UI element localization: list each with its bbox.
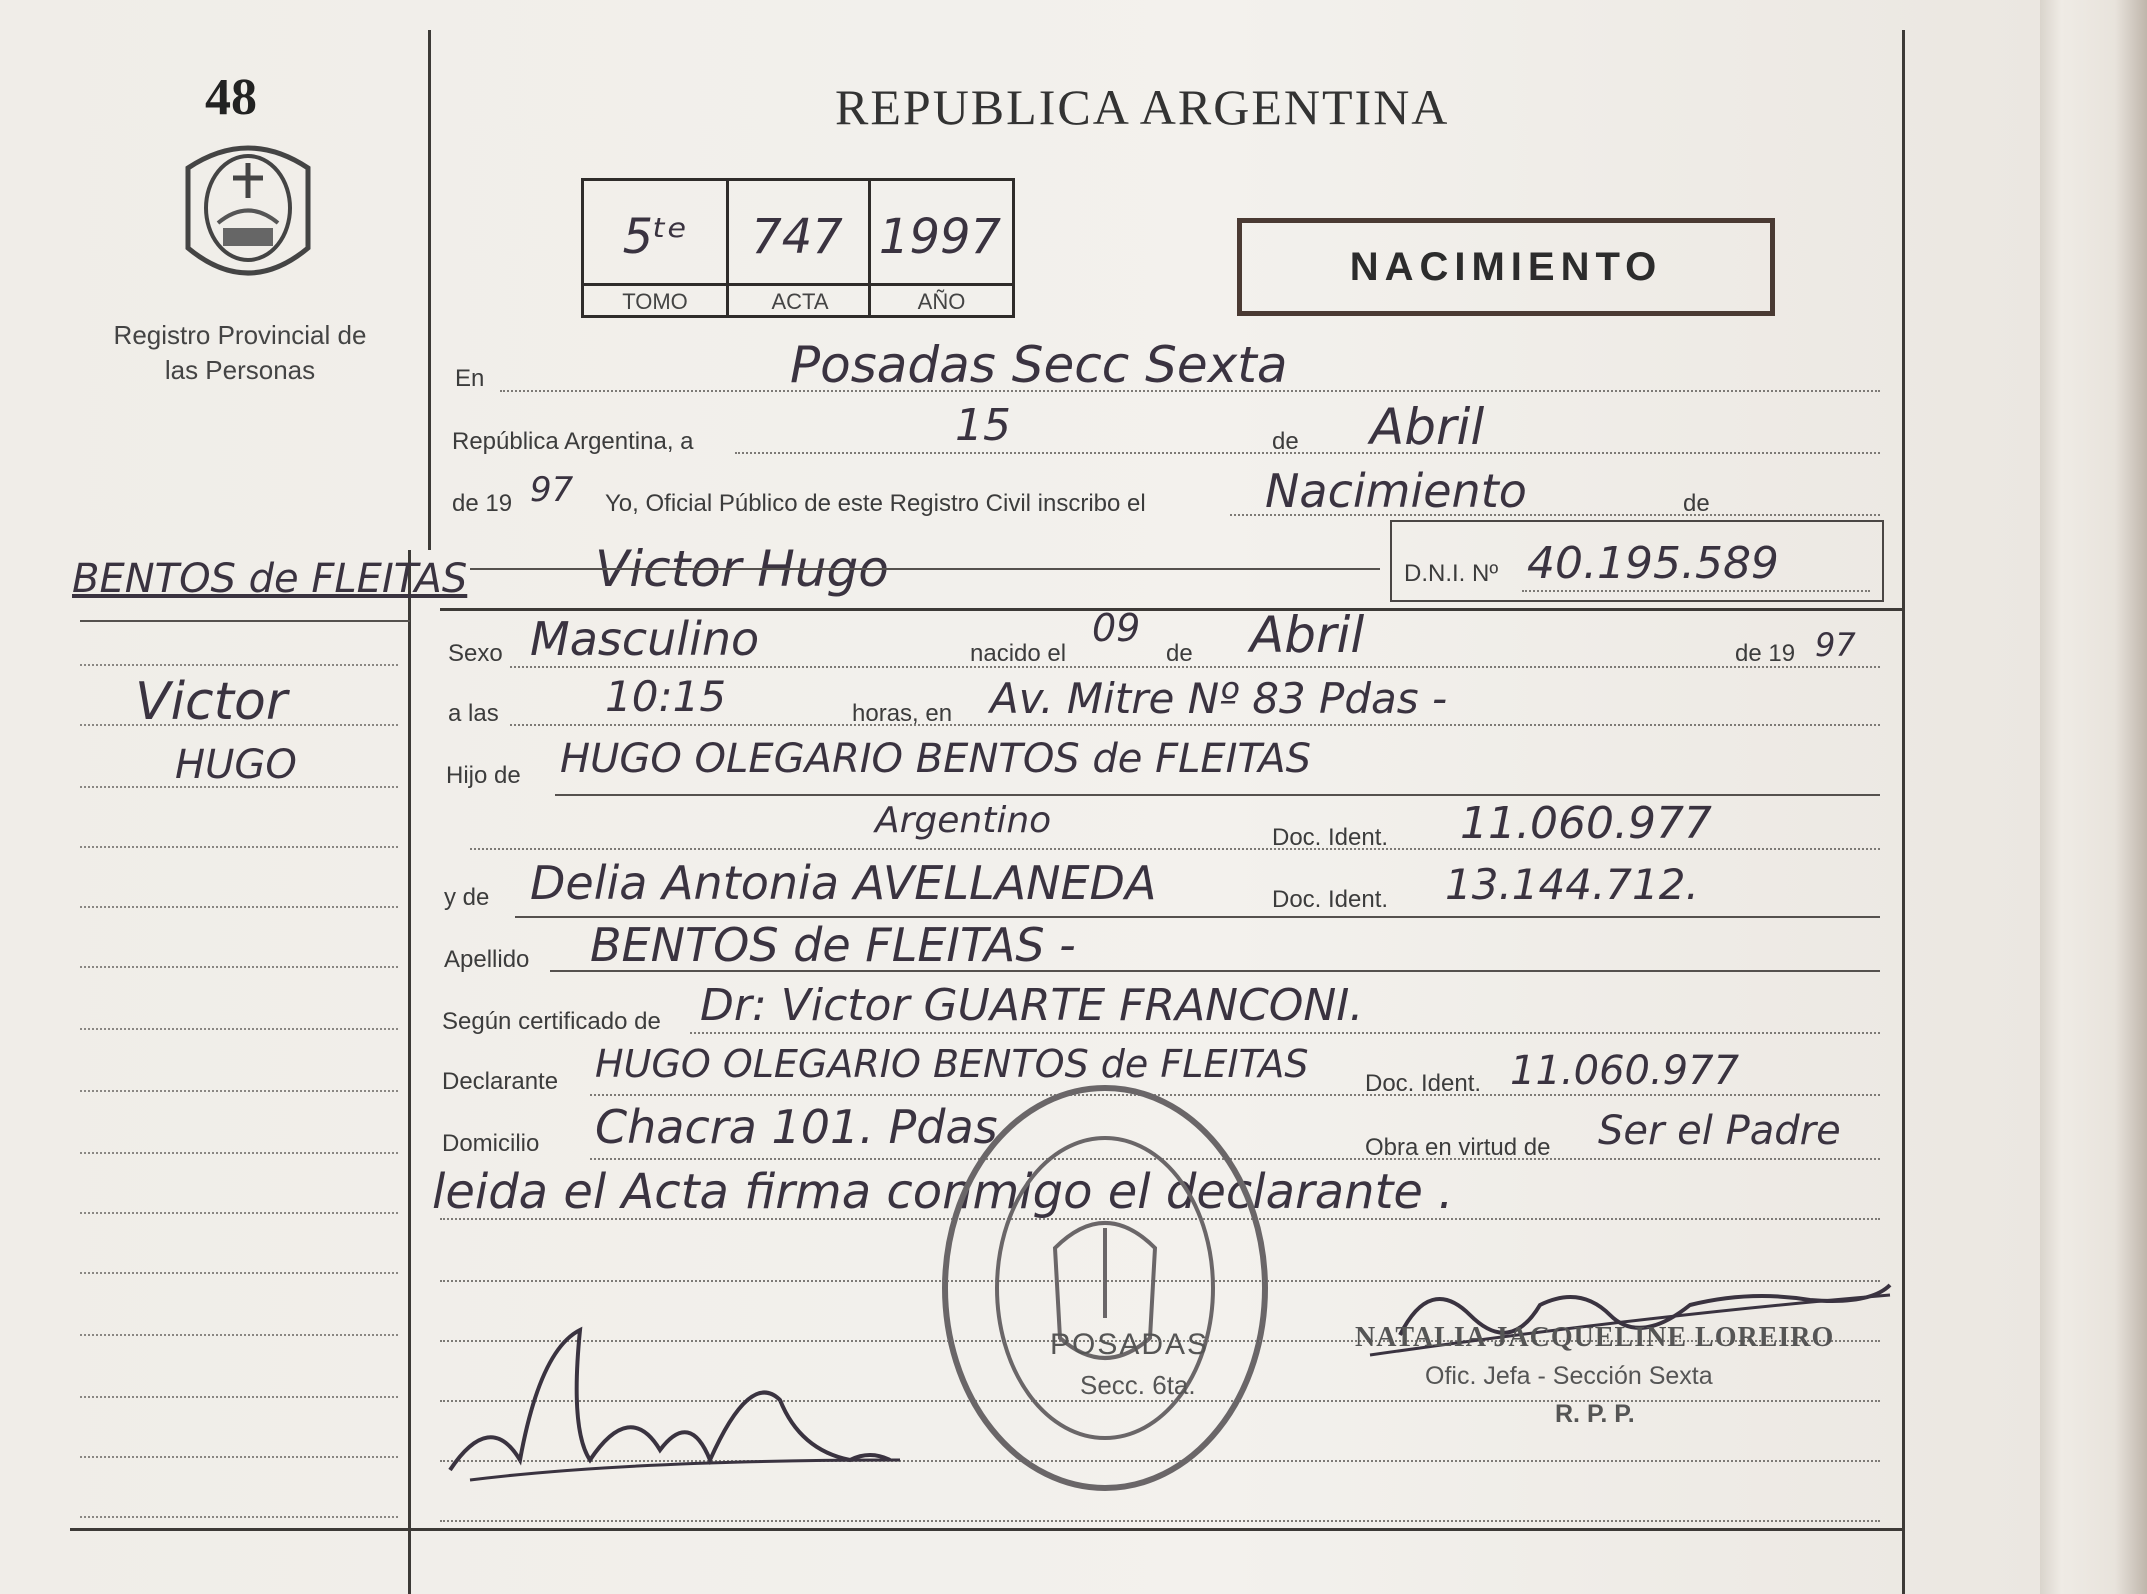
dni-value: 40.195.589 <box>1527 538 1779 589</box>
segun-label: Según certificado de <box>442 1008 661 1035</box>
registry-name: Registro Provincial de las Personas <box>113 320 367 385</box>
anio-label: AÑO <box>871 283 1012 318</box>
obra-value: Ser el Padre <box>1598 1108 1841 1154</box>
nacido-month: Abril <box>1250 606 1365 664</box>
horas-label: horas, en <box>852 700 953 727</box>
margin-name-1: Victor <box>135 672 288 732</box>
apellido-label: Apellido <box>444 946 530 973</box>
nacido-year: 97 <box>1815 626 1856 664</box>
yo-label: Yo, Oficial Público de este Registro Civil inscribo el <box>605 490 1146 517</box>
declarant-signature <box>430 1310 910 1510</box>
child-name: Victor Hugo <box>595 540 889 598</box>
declarante-doc: 11.060.977 <box>1510 1048 1740 1094</box>
official-name: NATALIA JACQUELINE LOREIRO <box>1355 1322 1835 1353</box>
en-label: En <box>455 365 485 392</box>
de19-label: de 19 <box>1735 640 1796 667</box>
bottom-border <box>70 1528 1902 1531</box>
provincial-coat-of-arms-icon <box>168 128 328 288</box>
book-page-edge <box>2040 0 2147 1594</box>
doc-label-2: Doc. Ident. <box>1272 886 1389 913</box>
sexo-value: Masculino <box>530 612 760 666</box>
margin-name-2: HUGO <box>175 742 297 788</box>
sexo-label: Sexo <box>448 640 503 667</box>
yde-label: y de <box>444 884 490 911</box>
domicilio-label: Domicilio <box>442 1130 540 1157</box>
domicilio-value: Chacra 101. Pdas <box>595 1100 998 1154</box>
en-value: Posadas Secc Sexta <box>790 336 1288 394</box>
official-role: Ofic. Jefa - Sección Sexta <box>1425 1362 1713 1390</box>
padre-doc: 11.060.977 <box>1460 798 1712 849</box>
dni-box <box>1390 520 1884 602</box>
padre-value: HUGO OLEGARIO BENTOS de FLEITAS <box>560 736 1311 782</box>
de-label-2: de <box>1683 490 1710 517</box>
rep-day: 15 <box>955 400 1011 451</box>
seal-city: POSADAS <box>1050 1328 1210 1361</box>
doc-label-3: Doc. Ident. <box>1365 1070 1482 1097</box>
nacido-day: 09 <box>1092 606 1141 650</box>
seal-section: Secc. 6ta. <box>1080 1370 1196 1400</box>
doc-label-1: Doc. Ident. <box>1272 824 1389 851</box>
official-signature <box>1350 1255 1910 1375</box>
margin-surname: BENTOS de FLEITAS <box>72 556 468 602</box>
declarante-value: HUGO OLEGARIO BENTOS de FLEITAS <box>595 1042 1309 1086</box>
official-office: R. P. P. <box>1555 1400 1635 1428</box>
year-suffix: 97 <box>530 470 574 510</box>
page-number: 48 <box>205 69 257 126</box>
obra-label: Obra en virtud de <box>1365 1134 1551 1161</box>
segun-value: Dr: Victor GUARTE FRANCONI. <box>700 980 1364 1031</box>
acta-value: 747 <box>751 209 843 265</box>
apellido-value: BENTOS de FLEITAS - <box>590 918 1076 972</box>
madre-doc: 13.144.712. <box>1445 860 1699 909</box>
column-divider-lower <box>408 550 411 1594</box>
alas-label: a las <box>448 700 499 727</box>
acta-label: ACTA <box>729 283 871 318</box>
record-type-box: NACIMIENTO <box>1237 218 1775 316</box>
registry-seal-stamp <box>935 1078 1275 1498</box>
padre-nationality: Argentino <box>875 800 1052 841</box>
dni-label: D.N.I. Nº <box>1404 560 1499 587</box>
section-divider <box>440 608 1902 611</box>
rep-month: Abril <box>1370 398 1485 456</box>
madre-value: Delia Antonia AVELLANEDA <box>530 856 1157 910</box>
de-label-3: de <box>1166 640 1193 667</box>
lugar-value: Av. Mitre Nº 83 Pdas - <box>990 674 1448 723</box>
acta-box <box>581 178 1015 318</box>
hora-value: 10:15 <box>605 672 727 721</box>
page-title: REPUBLICA ARGENTINA <box>835 79 1450 135</box>
tomo-value: 5ᵗᵉ <box>622 209 688 265</box>
inscribe-value: Nacimiento <box>1265 464 1527 518</box>
hijo-label: Hijo de <box>446 762 521 789</box>
declarante-label: Declarante <box>442 1068 559 1095</box>
nacido-label: nacido el <box>970 640 1067 667</box>
tomo-label: TOMO <box>584 283 726 318</box>
de-label: de <box>1272 428 1299 455</box>
rep-label: República Argentina, a <box>452 428 694 455</box>
notes-line: leida el Acta firma conmigo el declarante . <box>432 1164 1454 1220</box>
year-prefix: de 19 <box>452 490 513 517</box>
anio-value: 1997 <box>878 209 1002 265</box>
column-divider <box>428 30 431 550</box>
